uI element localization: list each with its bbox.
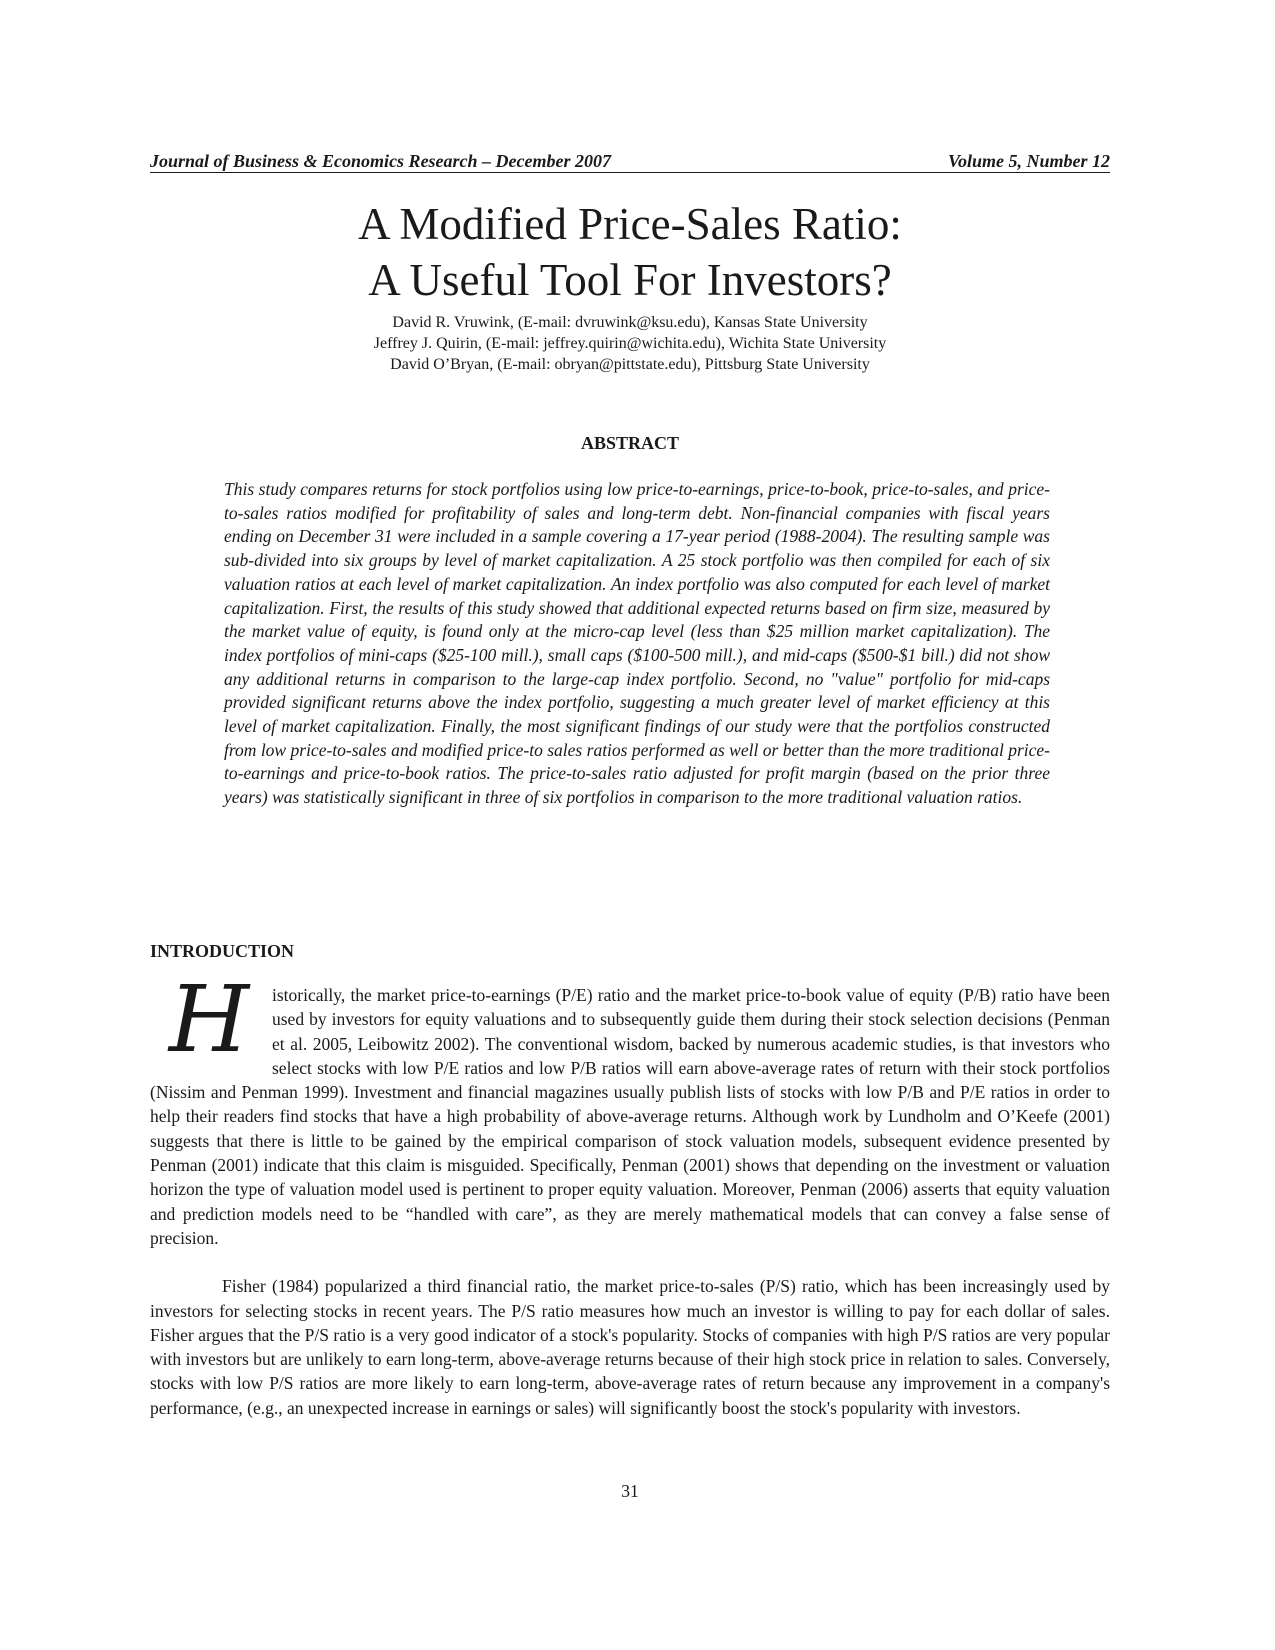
author-list <box>150 312 1110 375</box>
paper-title-line-1: A Modified Price-Sales Ratio: <box>358 199 902 249</box>
volume-number: Volume 5, Number 12 <box>947 151 1110 171</box>
paragraph-text: istorically, the market price-to-earnings (P/E) ratio and the market price-to-book value of equity (P/B) ratio have been used by investors for equity valuations and to subsequently guide them during their stock selection decisions (Penman et al. 2005, Leibowitz 2002). The conventional wisdom, backed by numerous academic studies, is that investors who select stocks with low P/E ratios and low P/B ratios will earn above-average rates of return with their stock portfolios (Nissim and Penman 1999). Investment and financial magazines usually publish lists of stocks with low P/B and P/E ratios in order to help their readers find stocks that have a high probability of above-average returns. Although work by Lundholm and O’Keefe (2001) suggests that there is little to be gained by the empirical comparison of stock valuation models, subsequent evidence presented by Penman (2001) indicate that this claim is misguided. Specifically, Penman (2001) shows that depending on the investment or valuation horizon the type of valuation model used is pertinent to proper equity valuation. Moreover, Penman (2006) asserts that equity valuation and prediction models need to be “handled with care”, as they are merely mathematical models that can convey a false sense of precision. <box>150 985 1110 1248</box>
introduction-heading: INTRODUCTION <box>150 941 295 961</box>
journal-name: Journal of Business & Economics Research – December 2007 <box>150 151 612 171</box>
introduction-paragraph-2: Fisher (1984) popularized a third financial ratio, the market price-to-sales (P/S) ratio, which has been increasingly used by investors for selecting stocks in recent years. The P/S ratio measures how much an investor is willing to pay for each dollar of sales. Fisher argues that the P/S ratio is a very good indicator of a stock's popularity. Stocks of companies with high P/S ratios are very popular with investors but are unlikely to earn long-term, above-average returns because of their high stock price in relation to sales. Conversely, stocks with low P/S ratios are more likely to earn long-term, above-average rates of return because any improvement in a company's performance, (e.g., an unexpected increase in earnings or sales) will significantly boost the stock's popularity with investors. <box>150 1276 1110 1418</box>
abstract-heading: ABSTRACT <box>580 433 680 453</box>
introduction-paragraph-1 <box>150 966 1110 1250</box>
abstract-text: This study compares returns for stock portfolios using low price-to-earnings, price-to-book, price-to-sales, and price-to-sales ratios modified for profitability of sales and long-term debt. Non-financial companies with fiscal years ending on December 31 were included in a sample covering a 17-year period (1988-2004). The resulting sample was sub-divided into six groups by level of market capitalization. A 25 stock portfolio was then compiled for each of six valuation ratios at each level of market capitalization. An index portfolio was also computed for each level of market capitalization. First, the results of this study showed that additional expected returns based on firm size, measured by the market value of equity, is found only at the micro-cap level (less than $25 million market capitalization). The index portfolios of mini-caps ($25-100 mill.), small caps ($100-500 mill.), and mid-caps ($500-$1 bill.) did not show any additional returns in comparison to the large-cap index portfolio. Second, no "value" portfolio for mid-caps provided significant returns above the index portfolio, suggesting a much greater level of market efficiency at this level of market capitalization. Finally, the most significant findings of our study were that the portfolios constructed from low price-to-sales and modified price-to sales ratios performed as well or better than the more traditional price-to-earnings and price-to-book ratios. The price-to-sales ratio adjusted for profit margin (based on the prior three years) was statistically significant in three of six portfolios in comparison to the more traditional valuation ratios. <box>224 479 1050 808</box>
paper-title-line-2: A Useful Tool For Investors? <box>368 255 892 305</box>
introduction-body <box>150 966 1110 1420</box>
author-line: David R. Vruwink, (E-mail: dvruwink@ksu.edu), Kansas State University <box>392 314 868 331</box>
page-number: 31 <box>621 1481 639 1501</box>
running-header <box>150 150 1110 173</box>
author-line: David O’Bryan, (E-mail: obryan@pittstate.edu), Pittsburg State University <box>390 356 870 373</box>
author-line: Jeffrey J. Quirin, (E-mail: jeffrey.quirin@wichita.edu), Wichita State University <box>373 335 887 352</box>
title-block <box>150 196 1110 375</box>
drop-cap-letter: H <box>168 966 250 1073</box>
